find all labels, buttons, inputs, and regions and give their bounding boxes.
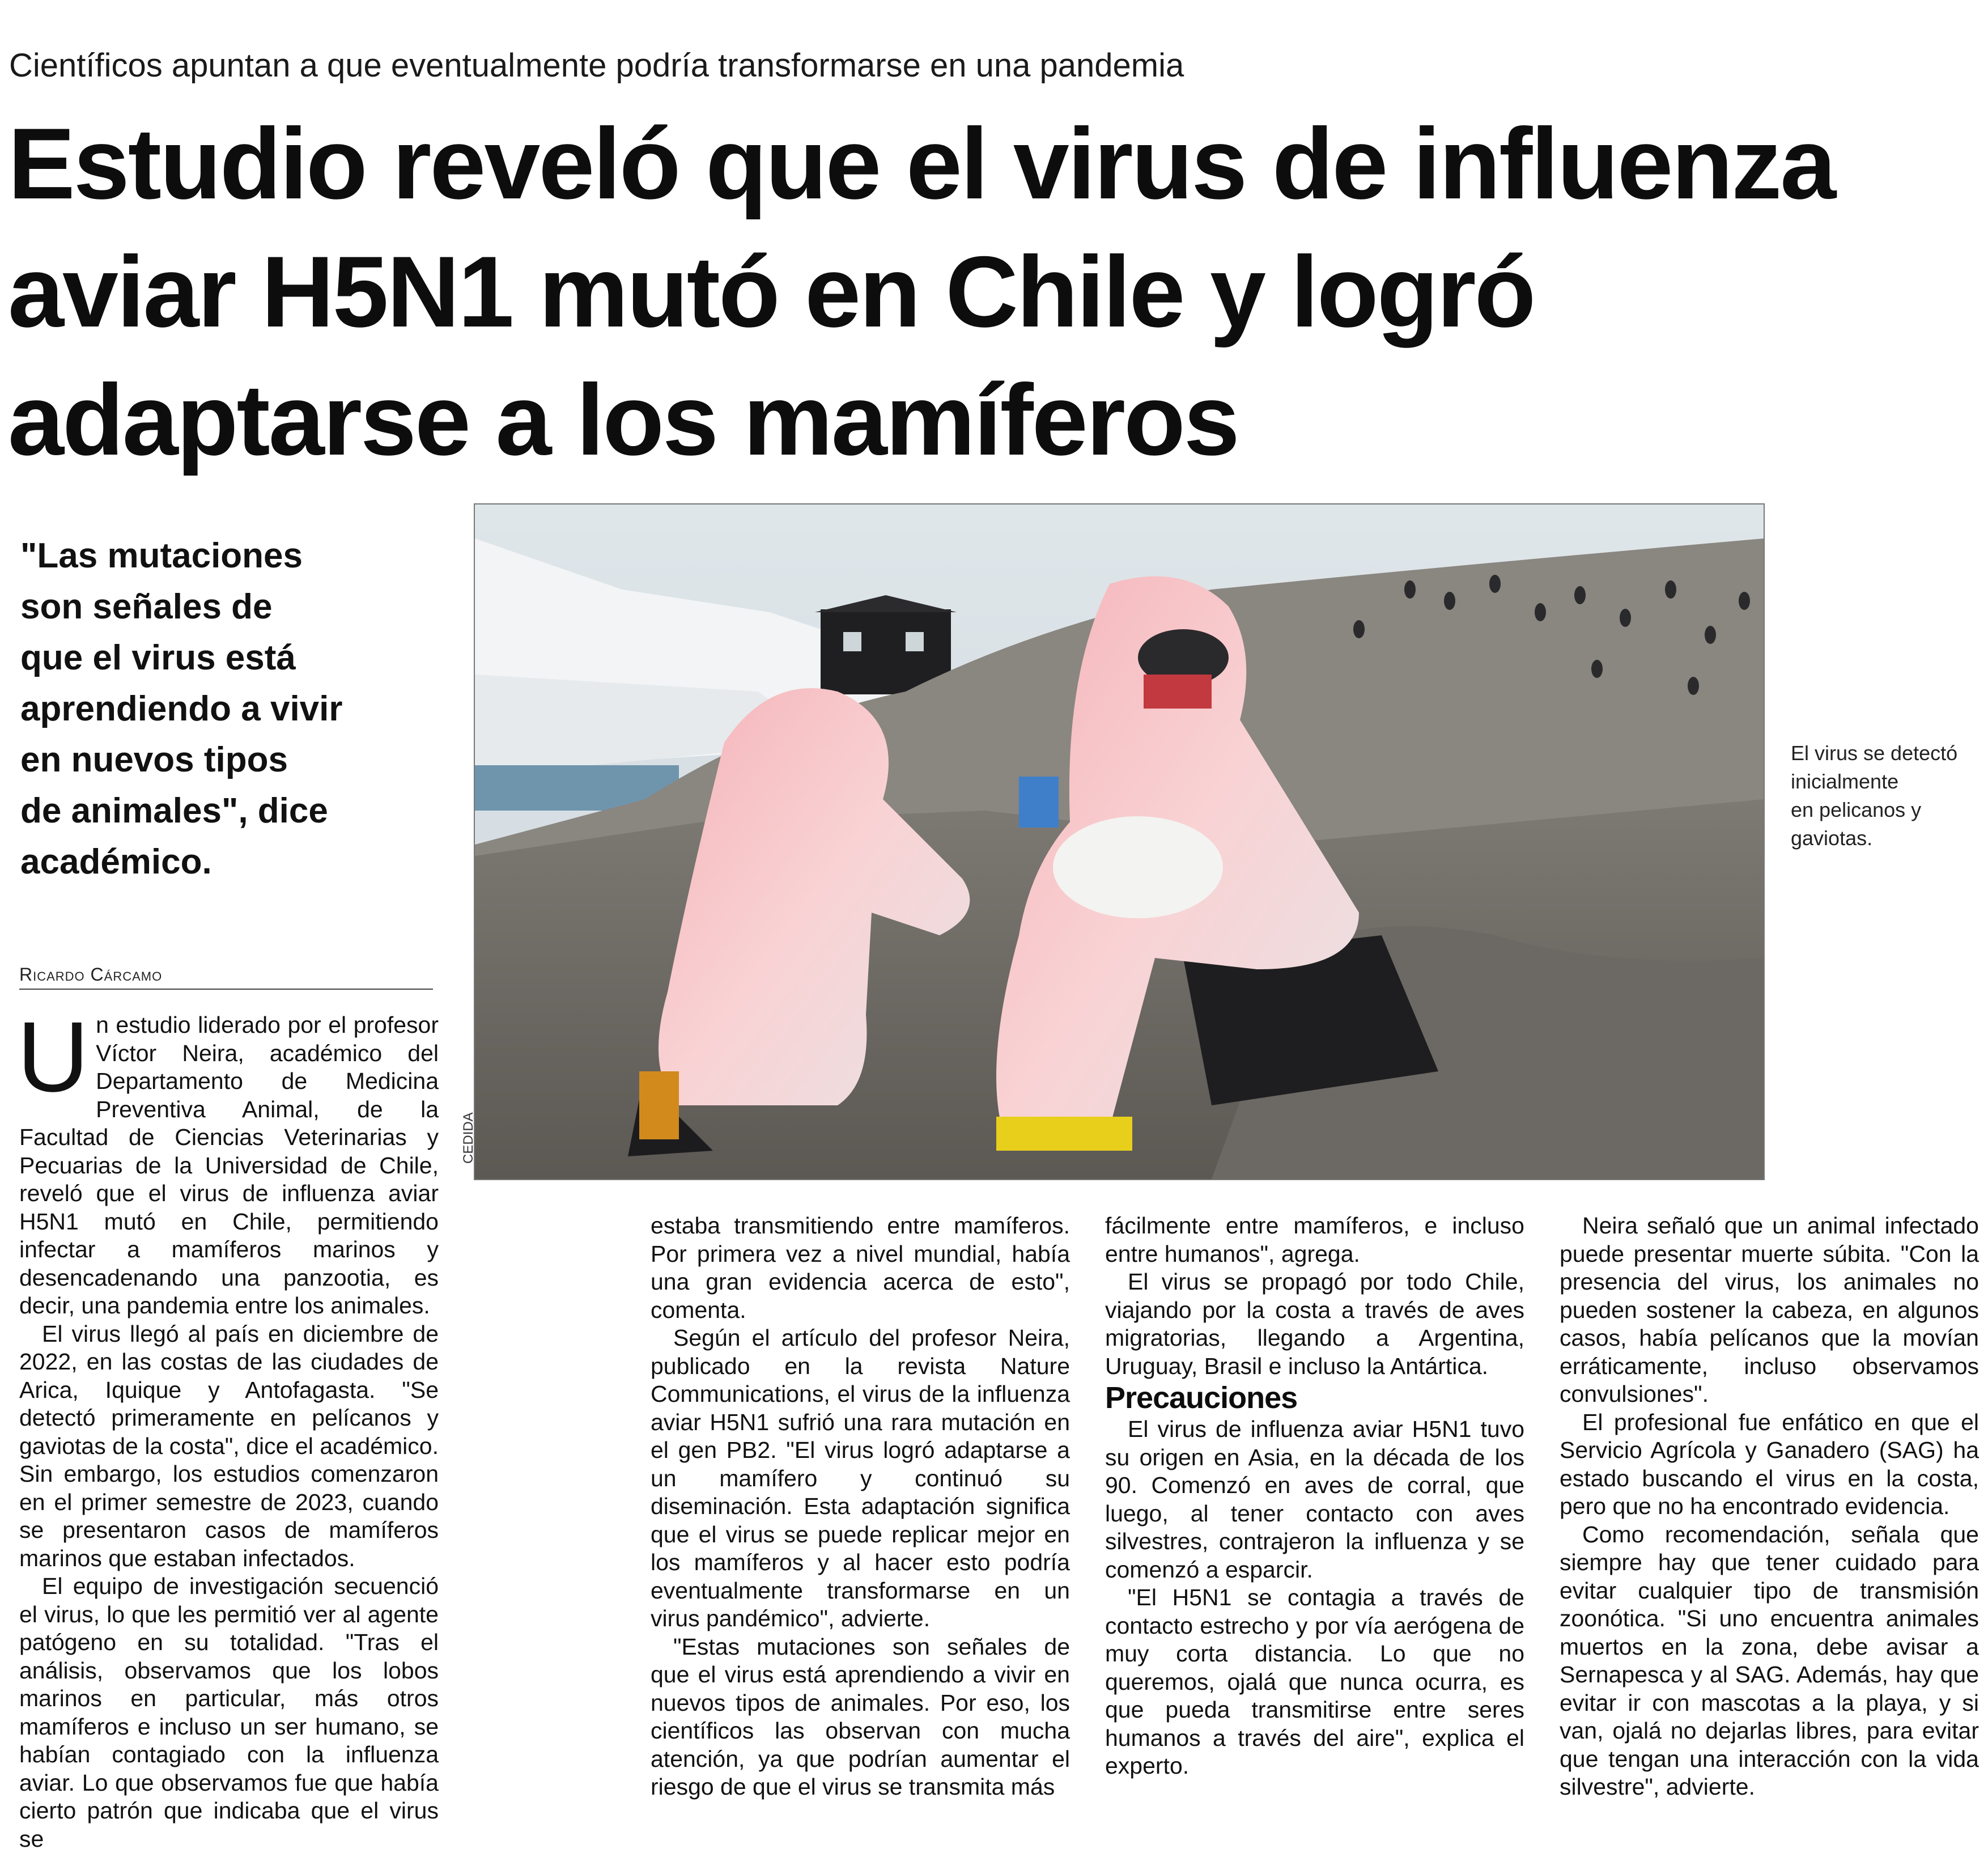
pull-quote-line: aprendiendo a vivir: [20, 689, 343, 728]
article-paragraph: El virus de influenza aviar H5N1 tuvo su origen en Asia, en la década de los 90. Comenzó en aves de corral, que luego, al tener contacto con aves silvestres, contrajeron la influenza y se comenzó a esparcir.: [1105, 1416, 1524, 1583]
caption-line: gaviotas.: [1791, 826, 1873, 850]
article-paragraph: estaba transmitiendo entre mamíferos. Por primera vez a nivel mundial, había una gran evidencia acerca de esto", comenta.: [651, 1212, 1070, 1323]
headline-line: adaptarse a los mamíferos: [8, 363, 1238, 476]
pull-quote: [20, 531, 440, 888]
article-paragraph: El virus se propagó por todo Chile, viajando por la costa a través de aves migratorias, llegando a Argentina, Uruguay, Brasil e incluso la Antártica.: [1105, 1269, 1524, 1379]
pull-quote-line: son señales de: [20, 587, 273, 626]
pull-quote-line: de animales", dice: [20, 791, 328, 830]
headline-line: aviar H5N1 mutó en Chile y logró: [8, 235, 1535, 348]
article-paragraph: El equipo de investigación secuenció el virus, lo que les permitió ver al agente patógeno en su totalidad. "Tras el análisis, observamos que los lobos marinos en particular, más otros mamíferos e incluso un ser humano, se habían contagiado con la influenza aviar. Lo que observamos fue que había cierto patrón que indicaba que el virus se: [19, 1573, 439, 1852]
headline: [8, 100, 1980, 484]
article-paragraph: El profesional fue enfático en que el Servicio Agrícola y Ganadero (SAG) ha estado buscando el virus en la costa, pero que no ha encontrado evidencia.: [1560, 1409, 1979, 1519]
caption-line: en pelicanos y: [1791, 798, 1922, 821]
article-paragraph: Como recomendación, señala que siempre hay que tener cuidado para evitar cualquier tipo de transmisión zoonótica. "Si uno encuentra animales muertos en la zona, debe avisar a Sernapesca y al SAG. Además, hay que evitar ir con mascotas a la playa, y si van, ojalá no dejarlas libres, para evitar que tengan una interacción con la vida silvestre", advierte.: [1560, 1521, 1979, 1800]
drop-cap: U: [17, 1002, 90, 1113]
caption-line: El virus se detectó: [1791, 741, 1958, 765]
section-subhead: Precauciones: [1105, 1381, 1298, 1415]
researchers-photo-illustration: [475, 504, 1764, 1179]
caption-line: inicialmente: [1791, 770, 1899, 793]
photo-caption: [1791, 739, 1978, 853]
byline: Ricardo Cárcamo: [19, 961, 433, 990]
article-paragraph: fácilmente entre mamíferos, e incluso entre humanos", agrega.: [1105, 1212, 1524, 1267]
article-paragraph: "El H5N1 se contagia a través de contacto estrecho y por vía aerógena de muy corta distancia. Lo que no queremos, ojalá que nunca ocurra, es que pueda transmitirse entre seres humanos a través del aire", explica el experto.: [1105, 1584, 1524, 1779]
photo-credit: CEDIDA: [461, 1112, 476, 1164]
kicker: Científicos apuntan a que eventualmente podría transformarse en una pandemia: [9, 47, 1184, 84]
article-column-2: [651, 1212, 1070, 1801]
pull-quote-line: "Las mutaciones: [20, 536, 303, 575]
article-column-4: [1560, 1212, 1979, 1801]
pull-quote-line: que el virus está: [20, 638, 296, 677]
pull-quote-line: académico.: [20, 842, 212, 881]
article-paragraph: "Estas mutaciones son señales de que el virus está aprendiendo a vivir en nuevos tipos de animales. Por eso, los científicos las observan con mucha atención, ya que podrían aumentar el riesgo de que el virus se transmita más: [651, 1633, 1070, 1800]
headline-line: Estudio reveló que el virus de influenza: [8, 107, 1835, 220]
article-paragraph: Según el artículo del profesor Neira, publicado en la revista Nature Communications, el virus de la influenza aviar H5N1 sufrió una rara mutación en el gen PB2. "El virus logró adaptarse a un mamífero y continuó su diseminación. Esta adaptación significa que el virus se puede replicar mejor en los mamíferos y al hacer esto podría eventualmente transformarse en un virus pandémico", advierte.: [651, 1325, 1070, 1631]
paragraph-text: n estudio liderado por el profesor Víctor Neira, académico del Departamento de Medicina Preventiva Animal, de la Facultad de Ciencias Veterinarias y Pecuarias de la Universidad de Chile, reveló que el virus de influenza aviar H5N1 mutó en Chile, permitiendo infectar a mamíferos marinos y desencadenando una panzootia, es decir, una pandemia entre los animales.: [19, 1012, 439, 1318]
article-paragraph: [17, 1002, 439, 1320]
article-column-1: [17, 1002, 439, 1853]
article-column-3: [1105, 1212, 1524, 1780]
article-paragraph: Neira señaló que un animal infectado puede presentar muerte súbita. "Con la presencia del virus, los animales no pueden sostener la cabeza, en algunos casos, había pelícanos que la movían erráticamente, incluso observamos convulsiones".: [1560, 1212, 1979, 1407]
news-photo: [474, 503, 1765, 1180]
article-paragraph: El virus llegó al país en diciembre de 2022, en las costas de las ciudades de Arica, Iquique y Antofagasta. "Se detectó primeramente en pelícanos y gaviotas de la costa", dice el académico. Sin embargo, los estudios comenzaron en el primer semestre de 2023, cuando se presentaron casos de mamíferos marinos que estaban infectados.: [19, 1320, 439, 1571]
pull-quote-line: en nuevos tipos: [20, 740, 288, 779]
